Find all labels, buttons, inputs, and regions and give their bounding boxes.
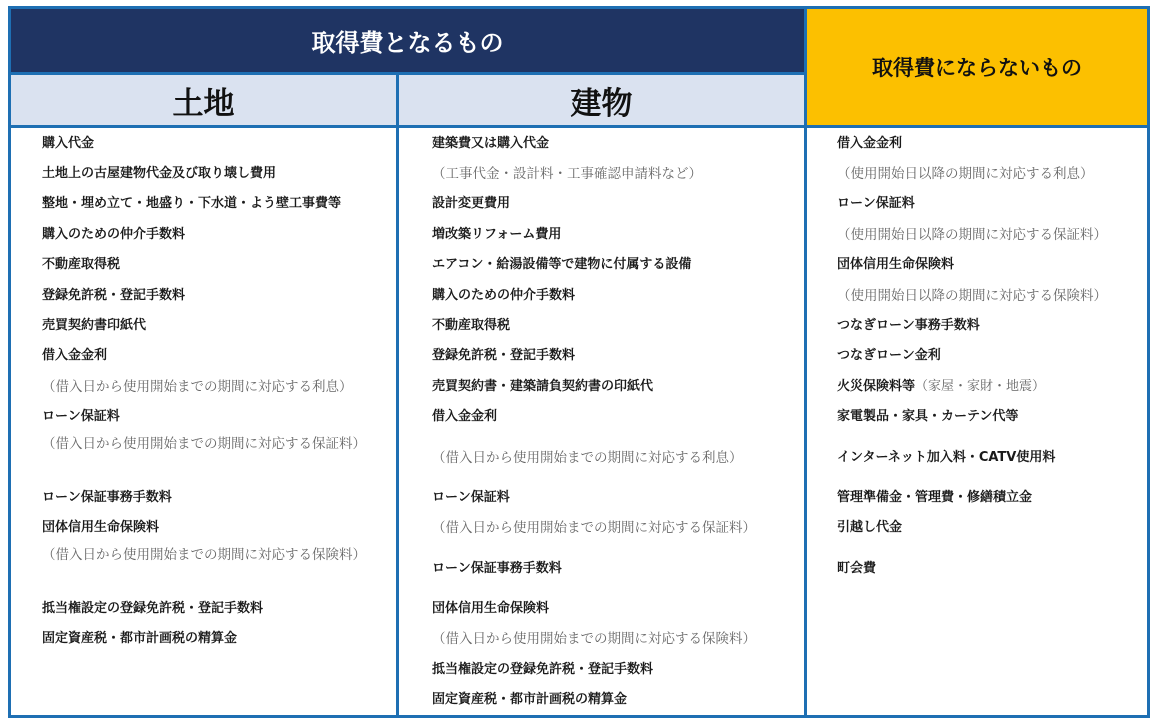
list-item: ローン保証料 xyxy=(837,196,915,211)
list-item: 建築費又は購入代金 xyxy=(432,136,550,151)
list-item: インターネット加入料・CATV使用料 xyxy=(837,450,1056,465)
list-item: 団体信用生命保険料 xyxy=(837,257,955,272)
list-item: 不動産取得税 xyxy=(42,257,121,272)
list-item: 不動産取得税 xyxy=(432,318,511,333)
list-item: 設計変更費用 xyxy=(432,196,511,211)
list-note: （借入日から使用開始までの期間に対応する利息） xyxy=(432,450,743,466)
list-item: 団体信用生命保険料 xyxy=(42,520,160,535)
fire-insurance-label: 火災保険料等 xyxy=(837,379,916,394)
list-note: （借入日から使用開始までの期間に対応する保険料） xyxy=(432,631,756,647)
list-item: つなぎローン事務手数料 xyxy=(837,318,980,333)
land-column xyxy=(11,128,396,715)
cost-table xyxy=(8,6,1150,718)
list-item: ローン保証事務手数料 xyxy=(42,490,172,505)
not-acquisition-cost-column xyxy=(807,128,1147,715)
fire-insurance-note: （家屋・家財・地震） xyxy=(915,379,1046,394)
list-item: 売買契約書・建築請負契約書の印紙代 xyxy=(432,379,654,394)
building-header: 建物 xyxy=(399,75,804,125)
list-note: （工事代金・設計料・工事確認申請料など） xyxy=(432,166,702,182)
list-item: ローン保証事務手数料 xyxy=(432,561,562,576)
list-item: 購入のための仲介手数料 xyxy=(42,227,186,242)
list-item: 増改築リフォーム費用 xyxy=(432,227,562,242)
list-item: 購入代金 xyxy=(42,136,95,151)
list-note: （使用開始日以降の期間に対応する保証料） xyxy=(837,227,1107,243)
list-item: 登録免許税・登記手数料 xyxy=(42,288,186,303)
list-item: 登録免許税・登記手数料 xyxy=(432,348,576,363)
list-item: ローン保証料 xyxy=(432,490,510,505)
building-column xyxy=(399,128,804,715)
list-note: （借入日から使用開始までの期間に対応する保証料） xyxy=(432,520,756,536)
list-item: 団体信用生命保険料 xyxy=(432,601,550,616)
list-item: 管理準備金・管理費・修繕積立金 xyxy=(837,490,1033,505)
list-item: 固定資産税・都市計画税の精算金 xyxy=(432,692,628,707)
list-item: 引越し代金 xyxy=(837,520,903,535)
list-item: 土地上の古屋建物代金及び取り壊し費用 xyxy=(42,166,277,181)
not-acquisition-cost-header: 取得費にならないもの xyxy=(807,9,1147,125)
list-item: 抵当権設定の登録免許税・登記手数料 xyxy=(42,601,264,616)
list-item: 借入金金利 xyxy=(432,409,498,424)
acquisition-cost-header: 取得費となるもの xyxy=(11,9,804,72)
list-note: （使用開始日以降の期間に対応する保険料） xyxy=(837,288,1107,304)
land-header: 土地 xyxy=(11,75,396,125)
list-item: ローン保証料 xyxy=(42,409,120,424)
list-item: 家電製品・家具・カーテン代等 xyxy=(837,409,1019,424)
list-item: 整地・埋め立て・地盛り・下水道・よう壁工事費等 xyxy=(42,196,342,211)
list-item: 購入のための仲介手数料 xyxy=(432,288,576,303)
list-item: 固定資産税・都市計画税の精算金 xyxy=(42,631,238,646)
list-note: （借入日から使用開始までの期間に対応する利息） xyxy=(42,379,353,395)
list-note: （使用開始日以降の期間に対応する利息） xyxy=(837,166,1094,182)
list-item xyxy=(837,374,1045,400)
list-item: 町会費 xyxy=(837,561,877,576)
list-item: つなぎローン金利 xyxy=(837,348,941,363)
list-note: （借入日から使用開始までの期間に対応する保険料） xyxy=(42,547,366,563)
list-note: （借入日から使用開始までの期間に対応する保証料） xyxy=(42,436,366,452)
list-item: 抵当権設定の登録免許税・登記手数料 xyxy=(432,662,654,677)
list-item: 売買契約書印紙代 xyxy=(42,318,147,333)
list-item: エアコン・給湯設備等で建物に付属する設備 xyxy=(432,257,692,272)
list-item: 借入金金利 xyxy=(837,136,903,151)
list-item: 借入金金利 xyxy=(42,348,108,363)
